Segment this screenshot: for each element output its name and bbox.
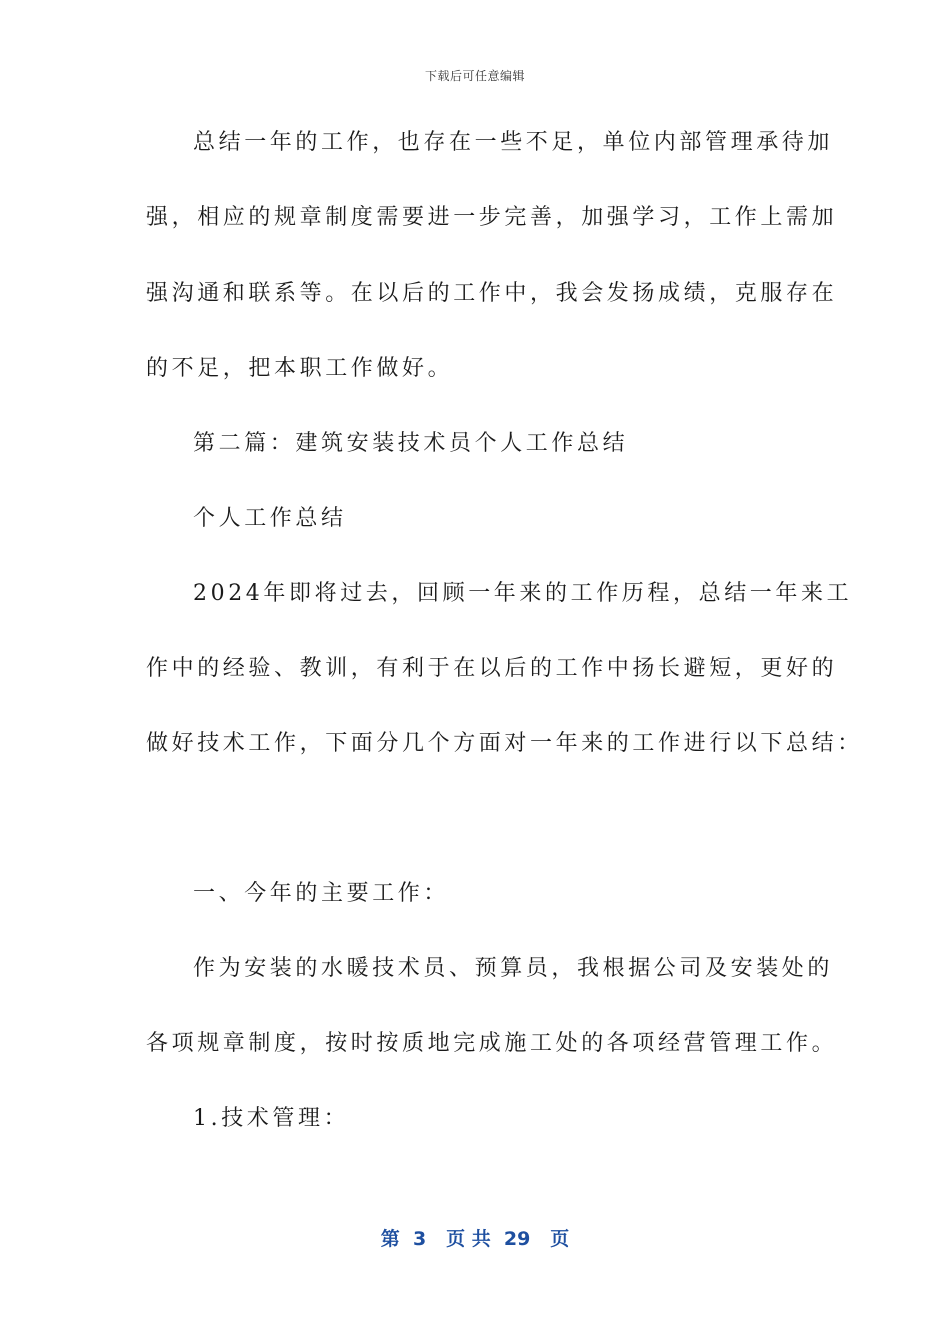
paragraph-line: 作中的经验、教训，有利于在以后的工作中扬长避短，更好的 [146,656,838,681]
paragraph-line: 各项规章制度，按时按质地完成施工处的各项经营管理工作。 [146,1031,838,1056]
list-heading: 一、今年的主要工作： [193,881,450,906]
paragraph-line: 2024年即将过去，回顾一年来的工作历程，总结一年来工 [193,581,853,606]
paragraph-line: 的不足，把本职工作做好。 [146,356,454,381]
paragraph-line: 总结一年的工作，也存在一些不足，单位内部管理承待加 [193,130,834,155]
list-item-heading: 1.技术管理： [193,1106,350,1131]
page-number-footer: 第 3 页 共 29 页 [380,1228,570,1250]
subheading: 个人工作总结 [193,506,347,531]
paragraph-line: 作为安装的水暖技术员、预算员，我根据公司及安装处的 [193,956,834,981]
header-note: 下载后可任意编辑 [424,69,525,83]
paragraph-line: 强沟通和联系等。在以后的工作中，我会发扬成绩，克服存在 [146,281,838,306]
paragraph-line: 做好技术工作，下面分几个方面对一年来的工作进行以下总结： [146,731,863,756]
paragraph-line: 强，相应的规章制度需要进一步完善，加强学习，工作上需加 [146,205,838,230]
section-heading: 第二篇：建筑安装技术员个人工作总结 [193,431,629,456]
